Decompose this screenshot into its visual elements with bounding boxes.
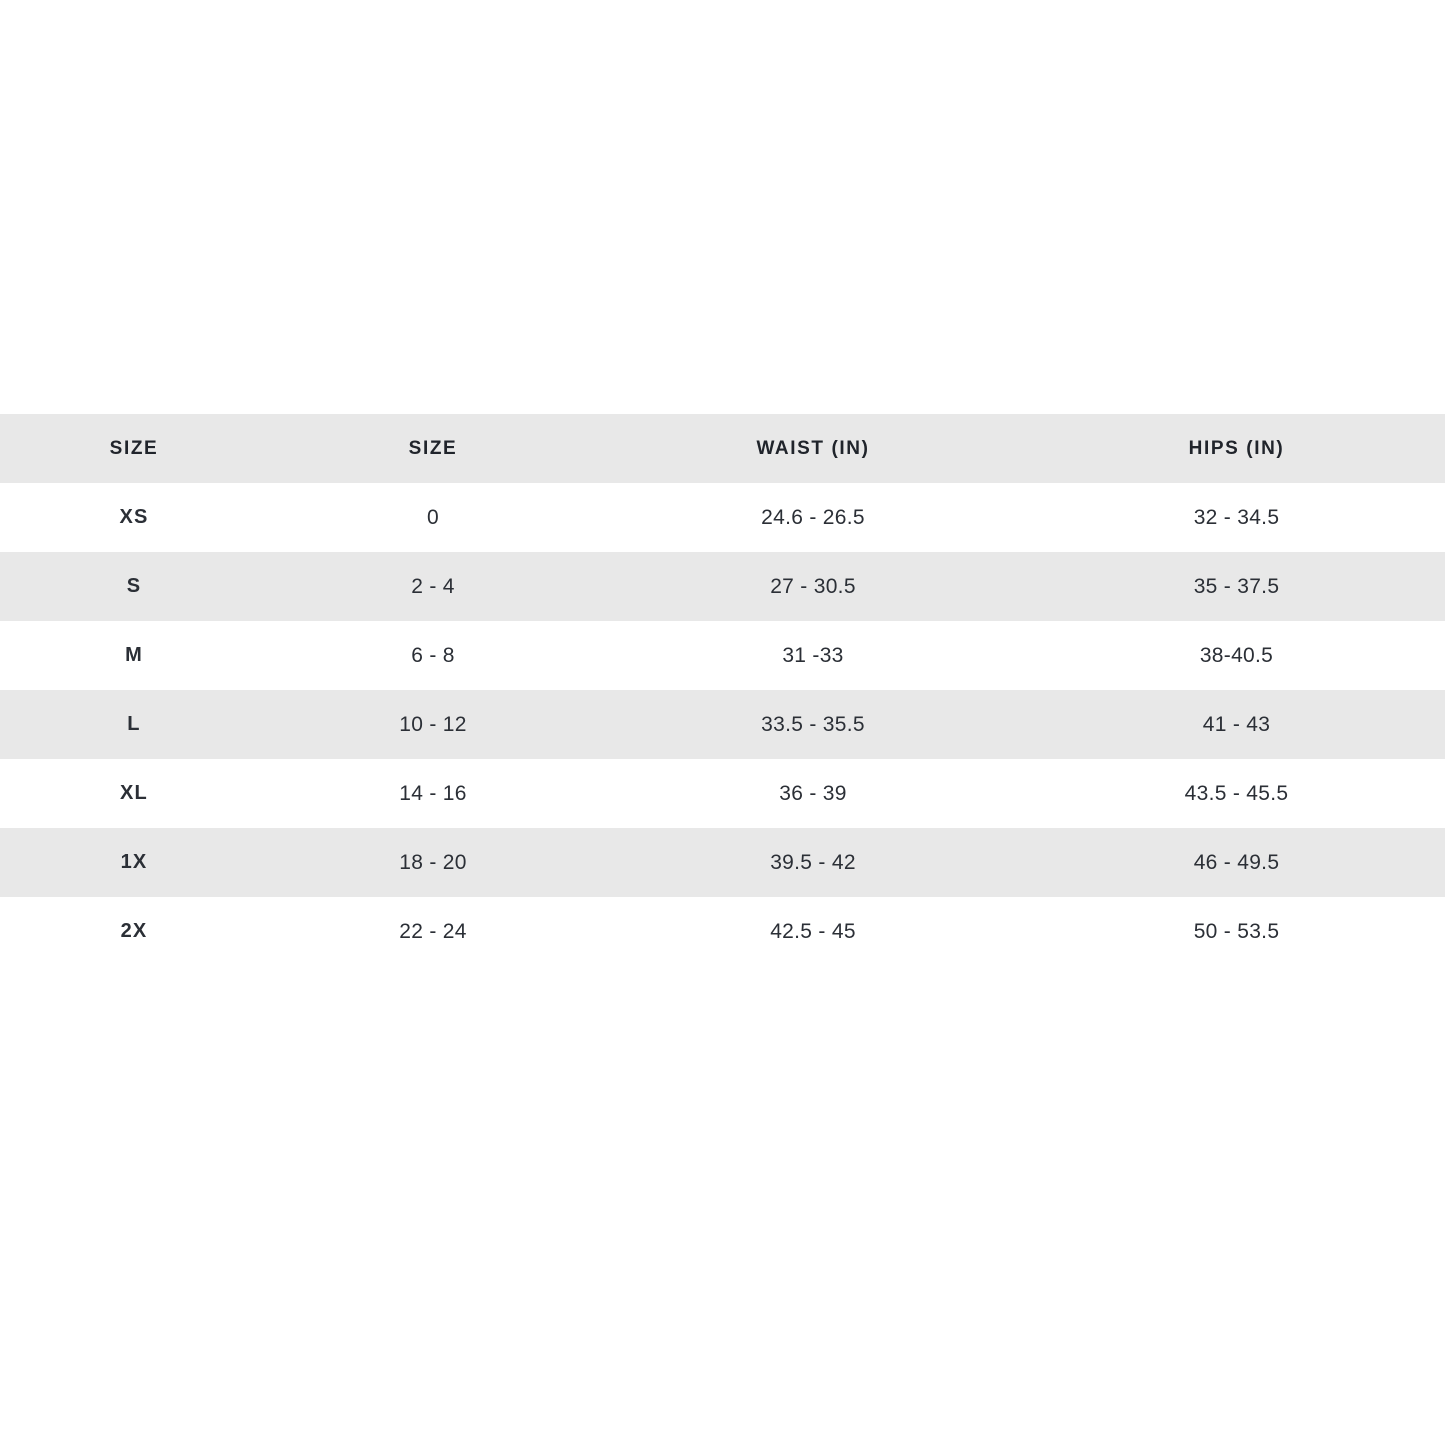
cell-size-numeric: 0 [427, 505, 439, 529]
cell-size-letter: 1X [120, 851, 148, 873]
cell-waist: 24.6 - 26.5 [761, 505, 865, 529]
cell-size-numeric: 14 - 16 [399, 781, 467, 805]
cell-size-numeric: 10 - 12 [399, 712, 467, 736]
cell-hips: 46 - 49.5 [1193, 850, 1280, 874]
cell-size-letter: M [125, 644, 143, 666]
table-row [0, 552, 1445, 621]
column-header-waist: WAIST (IN) [756, 437, 870, 459]
table-row [0, 483, 1445, 552]
cell-size-letter: 2X [120, 920, 148, 942]
cell-size-numeric: 18 - 20 [399, 850, 467, 874]
table-row [0, 828, 1445, 897]
cell-size-letter: S [126, 575, 142, 597]
size-chart-container [0, 414, 1445, 966]
cell-waist: 33.5 - 35.5 [761, 712, 865, 736]
cell-size-letter: L [127, 713, 141, 735]
table-header-row [0, 414, 1445, 483]
cell-size-numeric: 6 - 8 [411, 643, 455, 667]
table-row [0, 897, 1445, 966]
cell-hips: 32 - 34.5 [1193, 505, 1280, 529]
table-body [0, 483, 1445, 966]
cell-hips: 35 - 37.5 [1193, 574, 1280, 598]
cell-hips: 41 - 43 [1202, 712, 1271, 736]
cell-hips: 38-40.5 [1199, 643, 1274, 667]
column-header-hips: HIPS (IN) [1188, 437, 1285, 459]
cell-size-numeric: 2 - 4 [411, 574, 455, 598]
cell-waist: 36 - 39 [779, 781, 847, 805]
table-row [0, 690, 1445, 759]
table-row [0, 621, 1445, 690]
table-row [0, 759, 1445, 828]
size-chart-table [0, 414, 1445, 966]
cell-size-numeric: 22 - 24 [399, 919, 467, 943]
cell-waist: 31 -33 [782, 643, 844, 667]
cell-waist: 42.5 - 45 [770, 919, 856, 943]
table-header [0, 414, 1445, 483]
cell-hips: 43.5 - 45.5 [1184, 781, 1289, 805]
cell-hips: 50 - 53.5 [1193, 919, 1280, 943]
cell-waist: 39.5 - 42 [770, 850, 856, 874]
cell-waist: 27 - 30.5 [770, 574, 856, 598]
cell-size-letter: XS [119, 506, 149, 528]
cell-size-letter: XL [120, 782, 148, 804]
column-header-size-letter: SIZE [109, 437, 159, 459]
column-header-size-numeric: SIZE [408, 437, 458, 459]
